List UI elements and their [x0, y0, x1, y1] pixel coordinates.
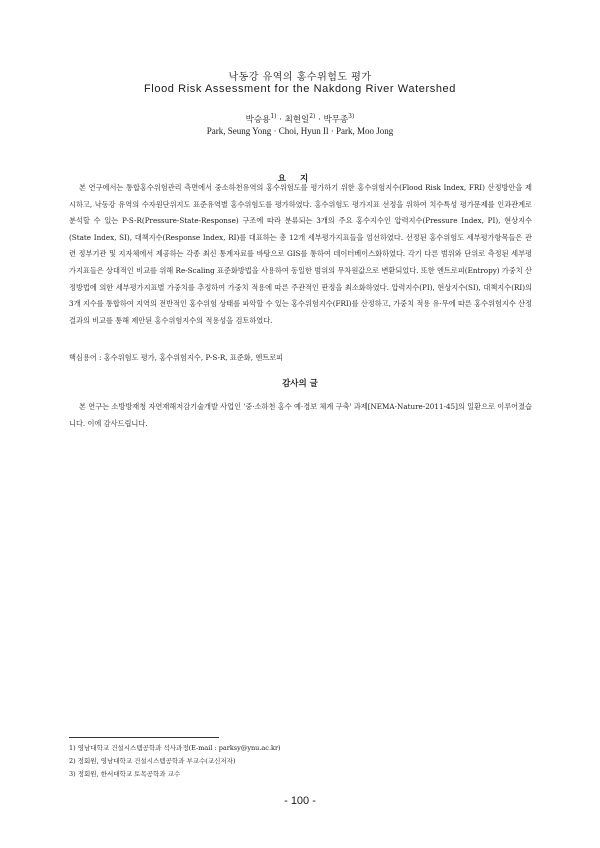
author-name: 박승용 — [245, 115, 271, 125]
footnotes — [69, 742, 529, 782]
acknowledgement-heading: 감사의 글 — [282, 379, 318, 389]
author-separator: · — [315, 115, 324, 125]
author-name: 박무종 — [323, 115, 349, 125]
author-footnote-mark: 1) — [270, 113, 277, 121]
acknowledgement-text: 본 연구는 소방방재청 자연재해저감기술개발 사업인 '중·소하천 홍수 예·경보 체계 구축' 과제[NEMA-Nature-2011-45]의 일환으로 이루어졌습니다. 이에 감사드립니다. — [69, 402, 532, 428]
footnote-item: 3) 정회원, 한서대학교 토목공학과 교수 — [69, 770, 181, 779]
author-separator: · — [276, 115, 285, 125]
authors-english: Park, Seung Yong · Choi, Hyun Il · Park, Moo Jong — [206, 126, 394, 136]
abstract-heading: 요지 — [277, 174, 323, 184]
title-english: Flood Risk Assessment for the Nakdong River Watershed — [143, 83, 456, 95]
title-korean: 낙동강 유역의 홍수위험도 평가 — [228, 72, 372, 83]
footnote-item: 1) 영남대학교 건설시스템공학과 석사과정(E-mail : parksy@ynu.ac.kr) — [69, 744, 281, 752]
authors-korean — [0, 113, 600, 125]
author-footnote-mark: 3) — [348, 113, 355, 121]
author-footnote-mark: 2) — [309, 113, 316, 121]
page-number: - 100 - — [284, 795, 316, 807]
abstract-text: 본 연구에서는 통합홍수위험관리 측면에서 중소하천유역의 홍수위험도를 평가하기 위한 홍수위험지수(Flood Risk Index, FRI) 산정방안을 제시하고, 낙동강 유역의 수자원단위지도 표준유역별 홍수위험도를 평가하였다. 홍수위험도 평가지표 선정을 위하여 치수특성 평가문제를 인과관계로 분석할 수 있는 P-S-R(Pressure-State-Response) 구조에 따라 분류되는 3개의 주요 홍수지수인 압력지수(Pressure Index, PI), 현상지수(State Index, SI), 대책지수(Response Index, RI)를 대표하는 총 12개 세부평가지표들을 엄선하였다. 선정된 홍수위험도 세부평가항목들은 관련 정부기관 및 지자체에서 제공하는 각종 최신 통계자료를 바탕으로 GIS를 통하여 데이터베이스화하였다. 각기 다른 범위와 단위로 측정된 세부평가지표들은 상대적인 비교를 위해 Re-Scaling 표준화방법을 사용하여 동일한 범위의 무차원값으로 변환되었다. 또한 엔트로피(Entropy) 가중치 산정방법에 의한 세부평가지표별 가중치를 추정하여 가중치 적용에 따른 주관적인 판정을 최소화하였다. 압력지수(PI), 현상지수(SI), 대책지수(RI)의 3개 지수를 통합하여 지역의 전반적인 홍수위험 상태를 파악할 수 있는 홍수위험지수(FRI)를 산정하고, 가중치 적용 유·무에 따른 홍수위험지수 산정결과의 비교를 통해 제안된 홍수위험지수의 적용성을 검토하였다. — [69, 183, 532, 325]
author-name: 최현일 — [284, 115, 310, 125]
keywords: 핵심용어 : 홍수위험도 평가, 홍수위험지수, P-S-R, 표준화, 엔트로피 — [69, 353, 284, 362]
footnote-item: 2) 정회원, 영남대학교 건설시스템공학과 부교수(교신저자) — [69, 757, 236, 766]
footnote-divider — [69, 737, 219, 738]
